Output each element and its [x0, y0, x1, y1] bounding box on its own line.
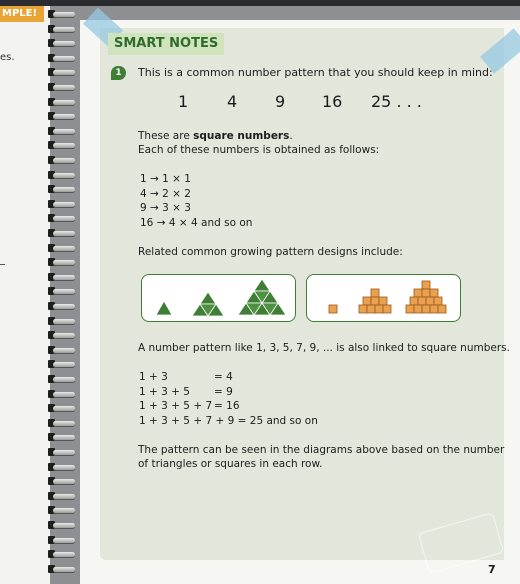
square-numbers-term: square numbers	[193, 130, 290, 142]
binding-wire	[53, 421, 75, 426]
square-pattern-box	[306, 274, 461, 322]
left-page-dash	[0, 264, 5, 265]
binding-wire	[53, 27, 75, 32]
spiral-coil	[44, 37, 84, 49]
closing-line: of triangles or squares in each row.	[138, 458, 323, 470]
binding-wire	[53, 479, 75, 484]
binding-wire	[53, 538, 75, 543]
spiral-coil	[44, 242, 84, 254]
binding-wire	[53, 333, 75, 338]
binding-wire	[53, 552, 75, 557]
square-intro-prefix: These are	[138, 130, 194, 142]
spiral-coil	[44, 285, 84, 297]
binding-wire	[53, 362, 75, 367]
binding-wire	[53, 114, 75, 119]
binding-wire	[53, 465, 75, 470]
spiral-coil	[44, 110, 84, 122]
binding-wire	[53, 56, 75, 61]
sequence-number: 4	[227, 92, 238, 111]
binding-wire	[53, 41, 75, 46]
item-number-badge: 1	[111, 66, 126, 80]
sum-right: = 9	[214, 386, 233, 398]
square-intro-suffix: .	[289, 130, 293, 142]
spiral-coil	[44, 256, 84, 268]
binding-wire	[53, 143, 75, 148]
spiral-coil	[44, 358, 84, 370]
odd-numbers-line: A number pattern like 1, 3, 5, 7, 9, ... is also linked to square numbers.	[138, 342, 510, 354]
smart-notes-header: SMART NOTES	[108, 33, 224, 55]
spiral-coil	[44, 315, 84, 327]
derivation-line: 1 → 1 × 1	[140, 173, 191, 185]
spiral-coil	[44, 23, 84, 35]
spiral-coil	[44, 563, 84, 575]
spiral-coil	[44, 81, 84, 93]
sequence-number: 16	[322, 92, 343, 111]
spiral-coil	[44, 300, 84, 312]
spiral-coil	[44, 66, 84, 78]
spiral-coil	[44, 504, 84, 516]
spiral-coil	[44, 183, 84, 195]
binding-wire	[53, 348, 75, 353]
binding-wire	[53, 100, 75, 105]
sequence-number: 9	[275, 92, 286, 111]
spiral-coil	[44, 198, 84, 210]
obtained-line: Each of these numbers is obtained as follows:	[138, 144, 380, 156]
spiral-coil	[44, 446, 84, 458]
spiral-coil	[44, 154, 84, 166]
binding-wire	[53, 173, 75, 178]
spiral-coil	[44, 8, 84, 20]
intro-text: This is a common number pattern that you should keep in mind:	[138, 66, 493, 79]
binding-wire	[53, 187, 75, 192]
spiral-binding	[44, 6, 84, 584]
binding-wire	[53, 70, 75, 75]
binding-wire	[53, 260, 75, 265]
spiral-coil	[44, 388, 84, 400]
closing-line: The pattern can be seen in the diagrams above based on the number	[138, 444, 505, 456]
binding-wire	[53, 216, 75, 221]
binding-wire	[53, 523, 75, 528]
triangle-pattern-box	[141, 274, 296, 322]
binding-wire	[53, 275, 75, 280]
spiral-coil	[44, 125, 84, 137]
binding-wire	[53, 158, 75, 163]
spiral-coil	[44, 373, 84, 385]
spiral-coil	[44, 534, 84, 546]
binding-wire	[53, 377, 75, 382]
spiral-coil	[44, 329, 84, 341]
sum-right: = 16	[214, 400, 240, 412]
binding-wire	[53, 406, 75, 411]
binding-wire	[53, 289, 75, 294]
spiral-coil	[44, 519, 84, 531]
binding-wire	[53, 319, 75, 324]
triangle-pattern-diagram	[142, 275, 295, 321]
spiral-coil	[44, 212, 84, 224]
page-number: 7	[488, 563, 496, 576]
spiral-coil	[44, 169, 84, 181]
sequence-number: 25 . . .	[371, 92, 422, 111]
sequence-number: 1	[178, 92, 189, 111]
spiral-coil	[44, 490, 84, 502]
left-page-snippet: es.	[0, 52, 15, 63]
derivation-line: 4 → 2 × 2	[140, 188, 191, 200]
sample-tag: MPLE!	[0, 6, 44, 22]
binding-wire	[53, 435, 75, 440]
spiral-coil	[44, 344, 84, 356]
spiral-coil	[44, 227, 84, 239]
derivation-line: 16 → 4 × 4 and so on	[140, 217, 253, 229]
sum-right: = 4	[214, 371, 233, 383]
spiral-coil	[44, 461, 84, 473]
spiral-coil	[44, 402, 84, 414]
binding-wire	[53, 392, 75, 397]
binding-wire	[53, 508, 75, 513]
spiral-coil	[44, 431, 84, 443]
sum-left: 1 + 3 + 5 + 7 + 9 = 25 and so on	[139, 415, 318, 427]
derivation-line: 9 → 3 × 3	[140, 202, 191, 214]
binding-wire	[53, 304, 75, 309]
left-page	[0, 6, 50, 584]
binding-wire	[53, 450, 75, 455]
binding-wire	[53, 12, 75, 17]
binding-wire	[53, 85, 75, 90]
binding-wire	[53, 231, 75, 236]
related-line: Related common growing pattern designs include:	[138, 246, 403, 258]
binding-wire	[53, 202, 75, 207]
binding-wire	[53, 246, 75, 251]
spiral-coil	[44, 271, 84, 283]
binding-wire	[53, 129, 75, 134]
square-pattern-diagram	[307, 275, 460, 321]
binding-wire	[53, 494, 75, 499]
sum-left: 1 + 3	[139, 371, 168, 383]
spiral-coil	[44, 139, 84, 151]
square-numbers-line	[138, 129, 293, 143]
sum-left: 1 + 3 + 5 + 7	[139, 400, 213, 412]
spiral-coil	[44, 548, 84, 560]
spiral-coil	[44, 96, 84, 108]
spiral-coil	[44, 475, 84, 487]
sum-left: 1 + 3 + 5	[139, 386, 190, 398]
binding-wire	[53, 567, 75, 572]
spiral-coil	[44, 417, 84, 429]
spiral-coil	[44, 52, 84, 64]
